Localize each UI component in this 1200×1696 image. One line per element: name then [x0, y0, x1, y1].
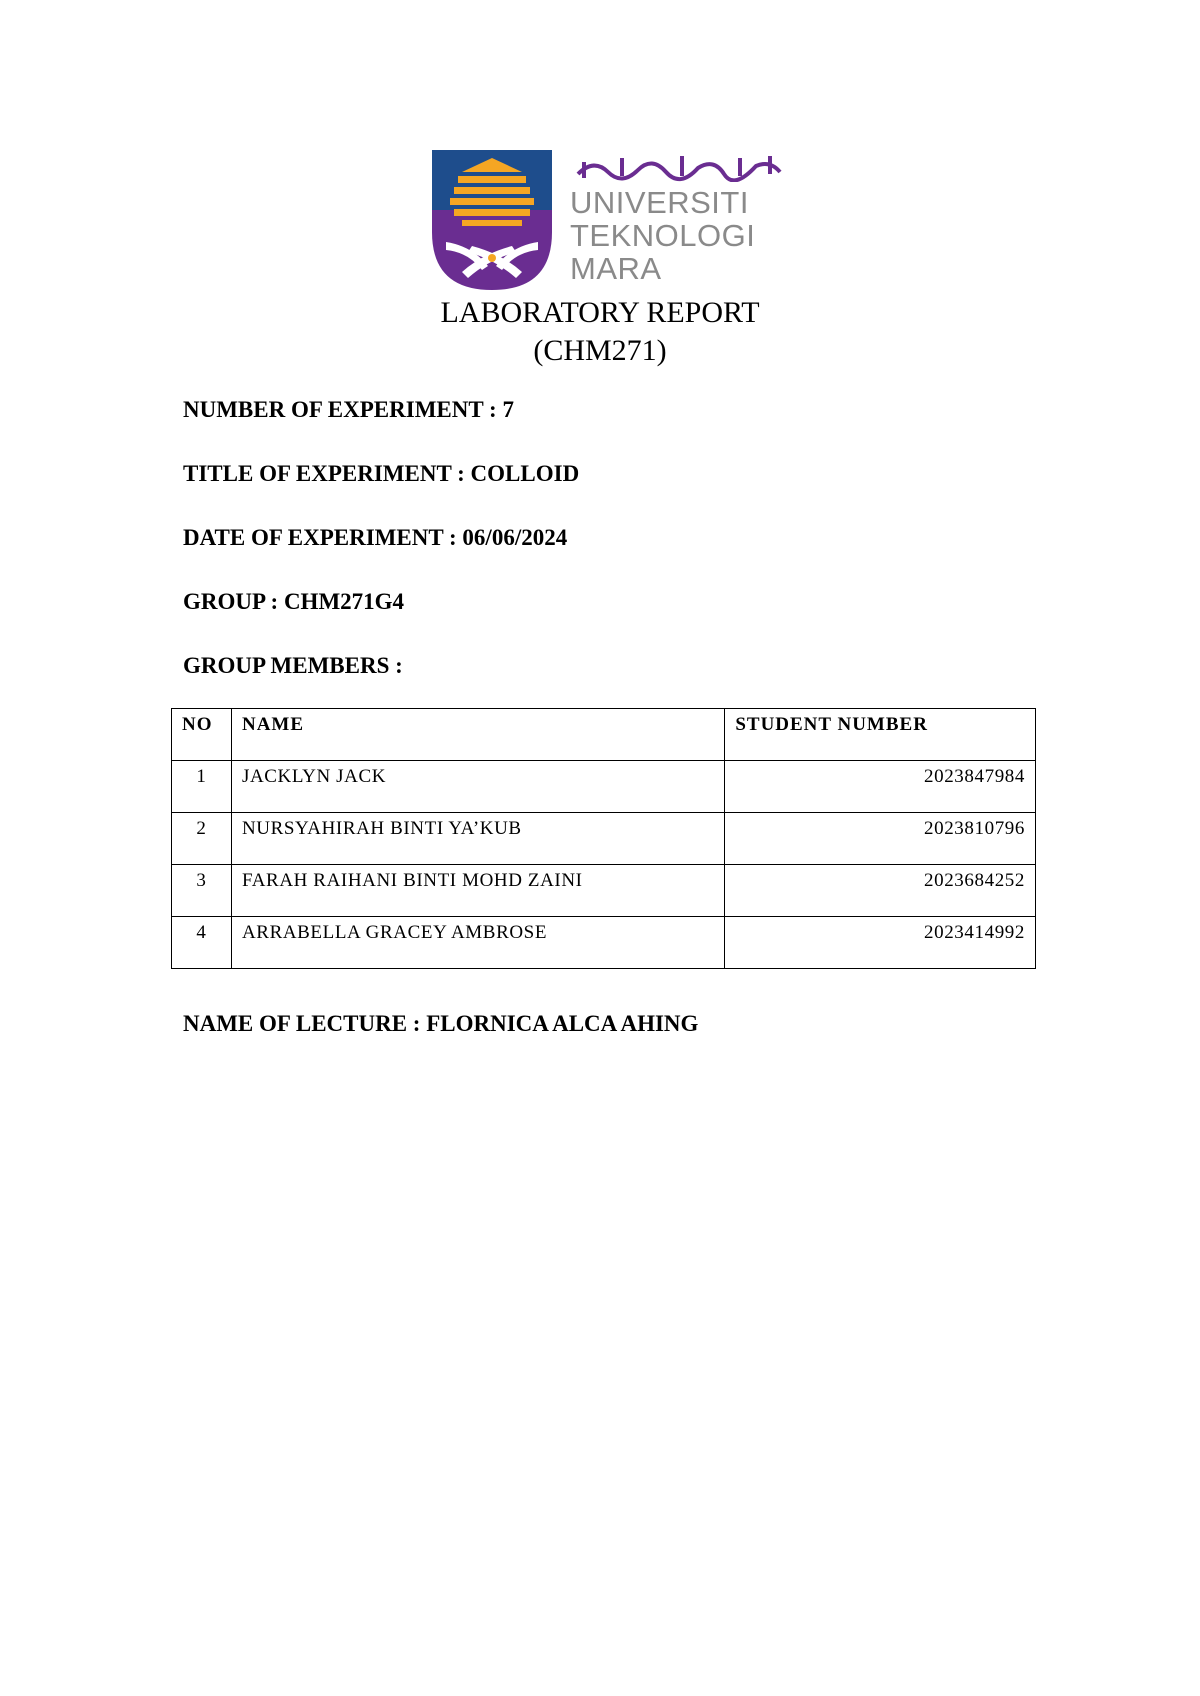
- logo-wordmark: [570, 186, 755, 285]
- logo-line-2: TEKNOLOGI: [570, 218, 756, 253]
- header-student-number: STUDENT NUMBER: [725, 709, 1036, 761]
- report-course-code: (CHM271): [533, 334, 667, 367]
- table-row: [172, 865, 1036, 917]
- member-student-number: 2023684252: [725, 865, 1036, 917]
- table-row: [172, 917, 1036, 969]
- report-title: [0, 294, 1200, 370]
- table-header-row: [172, 709, 1036, 761]
- university-logo: [432, 150, 782, 290]
- member-no: 3: [172, 865, 232, 917]
- lecturer-name: NAME OF LECTURE : FLORNICA ALCA AHING: [183, 1011, 699, 1036]
- member-name: NURSYAHIRAH BINTI YA’KUB: [231, 813, 724, 865]
- jawi-script-icon: [574, 152, 784, 182]
- member-name: JACKLYN JACK: [231, 761, 724, 813]
- group-code: GROUP : CHM271G4: [183, 589, 405, 614]
- member-student-number: 2023810796: [725, 813, 1036, 865]
- member-no: 1: [172, 761, 232, 813]
- table-row: [172, 813, 1036, 865]
- uitm-crest-icon: [432, 150, 552, 290]
- group-members-table: [171, 708, 1036, 969]
- logo-line-3: MARA: [570, 251, 662, 286]
- member-student-number: 2023414992: [725, 917, 1036, 969]
- member-no: 4: [172, 917, 232, 969]
- group-members-label: GROUP MEMBERS :: [183, 653, 403, 678]
- logo-line-1: UNIVERSITI: [570, 185, 749, 220]
- experiment-title: TITLE OF EXPERIMENT : COLLOID: [183, 461, 580, 486]
- header-name: NAME: [231, 709, 724, 761]
- experiment-number: NUMBER OF EXPERIMENT : 7: [183, 397, 514, 422]
- experiment-date: DATE OF EXPERIMENT : 06/06/2024: [183, 525, 568, 550]
- member-no: 2: [172, 813, 232, 865]
- member-student-number: 2023847984: [725, 761, 1036, 813]
- member-name: FARAH RAIHANI BINTI MOHD ZAINI: [231, 865, 724, 917]
- report-title-line-1: LABORATORY REPORT: [440, 296, 760, 329]
- header-no: NO: [172, 709, 232, 761]
- table-row: [172, 761, 1036, 813]
- member-name: ARRABELLA GRACEY AMBROSE: [231, 917, 724, 969]
